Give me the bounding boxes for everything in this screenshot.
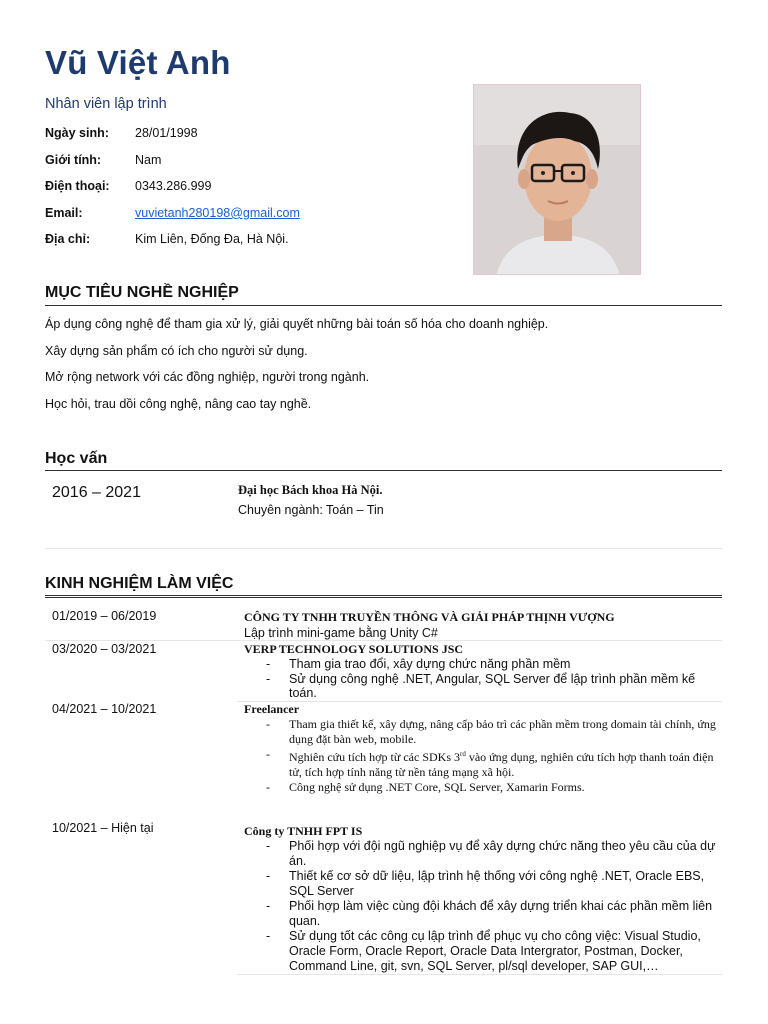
bullet-item: - Tham gia thiết kế, xây dựng, nâng cấp bảo trì các phần mềm trong domain tài chính, ứng dụng đặt bàn web, mobile. xyxy=(266,717,716,747)
education-years: 2016 – 2021 xyxy=(52,484,141,501)
bullet-item: - Thiết kế cơ sở dữ liệu, lập trình hệ thống với công nghệ .NET, Oracle EBS, SQL Server xyxy=(266,869,716,899)
objective-line: Áp dụng công nghệ để tham gia xử lý, giải quyết những bài toán số hóa cho doanh nghiệp. xyxy=(45,317,549,331)
info-label: Điện thoại: xyxy=(45,179,110,194)
personal-info xyxy=(45,126,300,259)
info-row-phone xyxy=(45,179,300,206)
info-label: Giới tính: xyxy=(45,152,102,167)
info-value: 28/01/1998 xyxy=(135,126,198,140)
bullet-text: 3 xyxy=(454,750,460,764)
experience-company: CÔNG TY TNHH TRUYỀN THÔNG VÀ GIẢI PHÁP THỊNH VƯỢNG xyxy=(244,610,615,624)
objective-line: Xây dựng sản phẩm có ích cho người sử dụng. xyxy=(45,343,308,358)
bullet-item xyxy=(266,747,716,780)
candidate-name: Vũ Việt Anh xyxy=(45,44,231,81)
experience-date: 04/2021 – 10/2021 xyxy=(52,702,157,716)
experience-bullets xyxy=(266,657,716,701)
info-label: Địa chỉ: xyxy=(45,232,91,247)
education-heading: Học vấn xyxy=(45,450,108,467)
experience-company: Công ty TNHH FPT IS xyxy=(244,824,363,838)
experience-company: VERP TECHNOLOGY SOLUTIONS JSC xyxy=(244,642,464,656)
portrait-illustration xyxy=(474,85,641,275)
profile-photo xyxy=(473,84,641,275)
experience-date: 03/2020 – 03/2021 xyxy=(52,642,157,656)
info-value: Kim Liên, Đống Đa, Hà Nội. xyxy=(135,232,289,247)
objective-list xyxy=(45,317,548,423)
experience-date: 10/2021 – Hiện tại xyxy=(52,821,154,835)
objective-divider xyxy=(45,305,722,306)
info-value: 0343.286.999 xyxy=(135,179,212,194)
experience-end-divider xyxy=(237,974,722,975)
info-label: Ngày sinh: xyxy=(45,126,109,140)
info-row-email xyxy=(45,206,300,233)
education-school: Đại học Bách khoa Hà Nội. xyxy=(238,483,383,497)
experience-bullets xyxy=(266,717,716,795)
info-row-birthdate xyxy=(45,126,300,153)
objective-line: Mở rộng network với các đồng nghiệp, người trong ngành. xyxy=(45,370,370,384)
job-title: Nhân viên lập trình xyxy=(45,96,167,112)
experience-heading: KINH NGHIỆM LÀM VIỆC xyxy=(45,575,234,592)
bullet-item: - Công nghệ sử dụng .NET Core, SQL Server, Xamarin Forms. xyxy=(266,780,716,795)
bullet-item: - Phối hợp làm việc cùng đội khách để xây dựng triển khai các phần mềm liên quan. xyxy=(266,899,716,929)
education-end-divider xyxy=(45,548,722,549)
info-label: Email: xyxy=(45,205,83,220)
education-divider xyxy=(45,470,722,471)
experience-row-divider xyxy=(45,640,722,641)
experience-date: 01/2019 – 06/2019 xyxy=(52,609,157,623)
experience-description: Lập trình mini-game bằng Unity C# xyxy=(244,626,438,640)
email-link[interactable]: vuvietanh280198@gmail.com xyxy=(135,205,300,220)
objective-line: Học hỏi, trau dồi công nghệ, nâng cao tay nghề. xyxy=(45,396,312,411)
bullet-item: - Tham gia trao đổi, xây dựng chức năng phần mềm xyxy=(266,657,716,672)
bullet-item: - Sử dụng tốt các công cụ lập trình để phục vụ cho công việc: Visual Studio, Oracle Form, Oracle Report, Oracle Data Intergrator, Postman, Docker, Command Line, git, svn, SQL Server, pl/sql developer, SAP GUI,… xyxy=(266,929,716,974)
superscript-rd: rd xyxy=(460,750,466,758)
experience-row-divider xyxy=(237,701,722,702)
bullet-text: Nghiên cứu tích hợp từ các SDKs xyxy=(289,750,451,764)
info-row-address xyxy=(45,232,300,259)
experience-bullets xyxy=(266,839,716,974)
bullet-text: vào ứng dụng, nghiên cứu tích hợp thanh toán điện tử, tích hợp tính năng từ nền tảng mạng xã hội. xyxy=(289,750,714,779)
info-value: Nam xyxy=(135,152,162,167)
bullet-item: - Sử dụng công nghệ .NET, Angular, SQL Server để lập trình phần mềm kế toán. xyxy=(266,672,716,701)
experience-company: Freelancer xyxy=(244,702,300,716)
info-row-gender xyxy=(45,153,300,180)
bullet-item: - Phối hợp với đội ngũ nghiệp vụ để xây dựng chức năng theo yêu cầu của dự án. xyxy=(266,839,716,869)
experience-divider xyxy=(45,595,722,598)
objective-heading: MỤC TIÊU NGHỀ NGHIỆP xyxy=(45,284,239,301)
education-major: Chuyên ngành: Toán – Tin xyxy=(238,503,384,517)
